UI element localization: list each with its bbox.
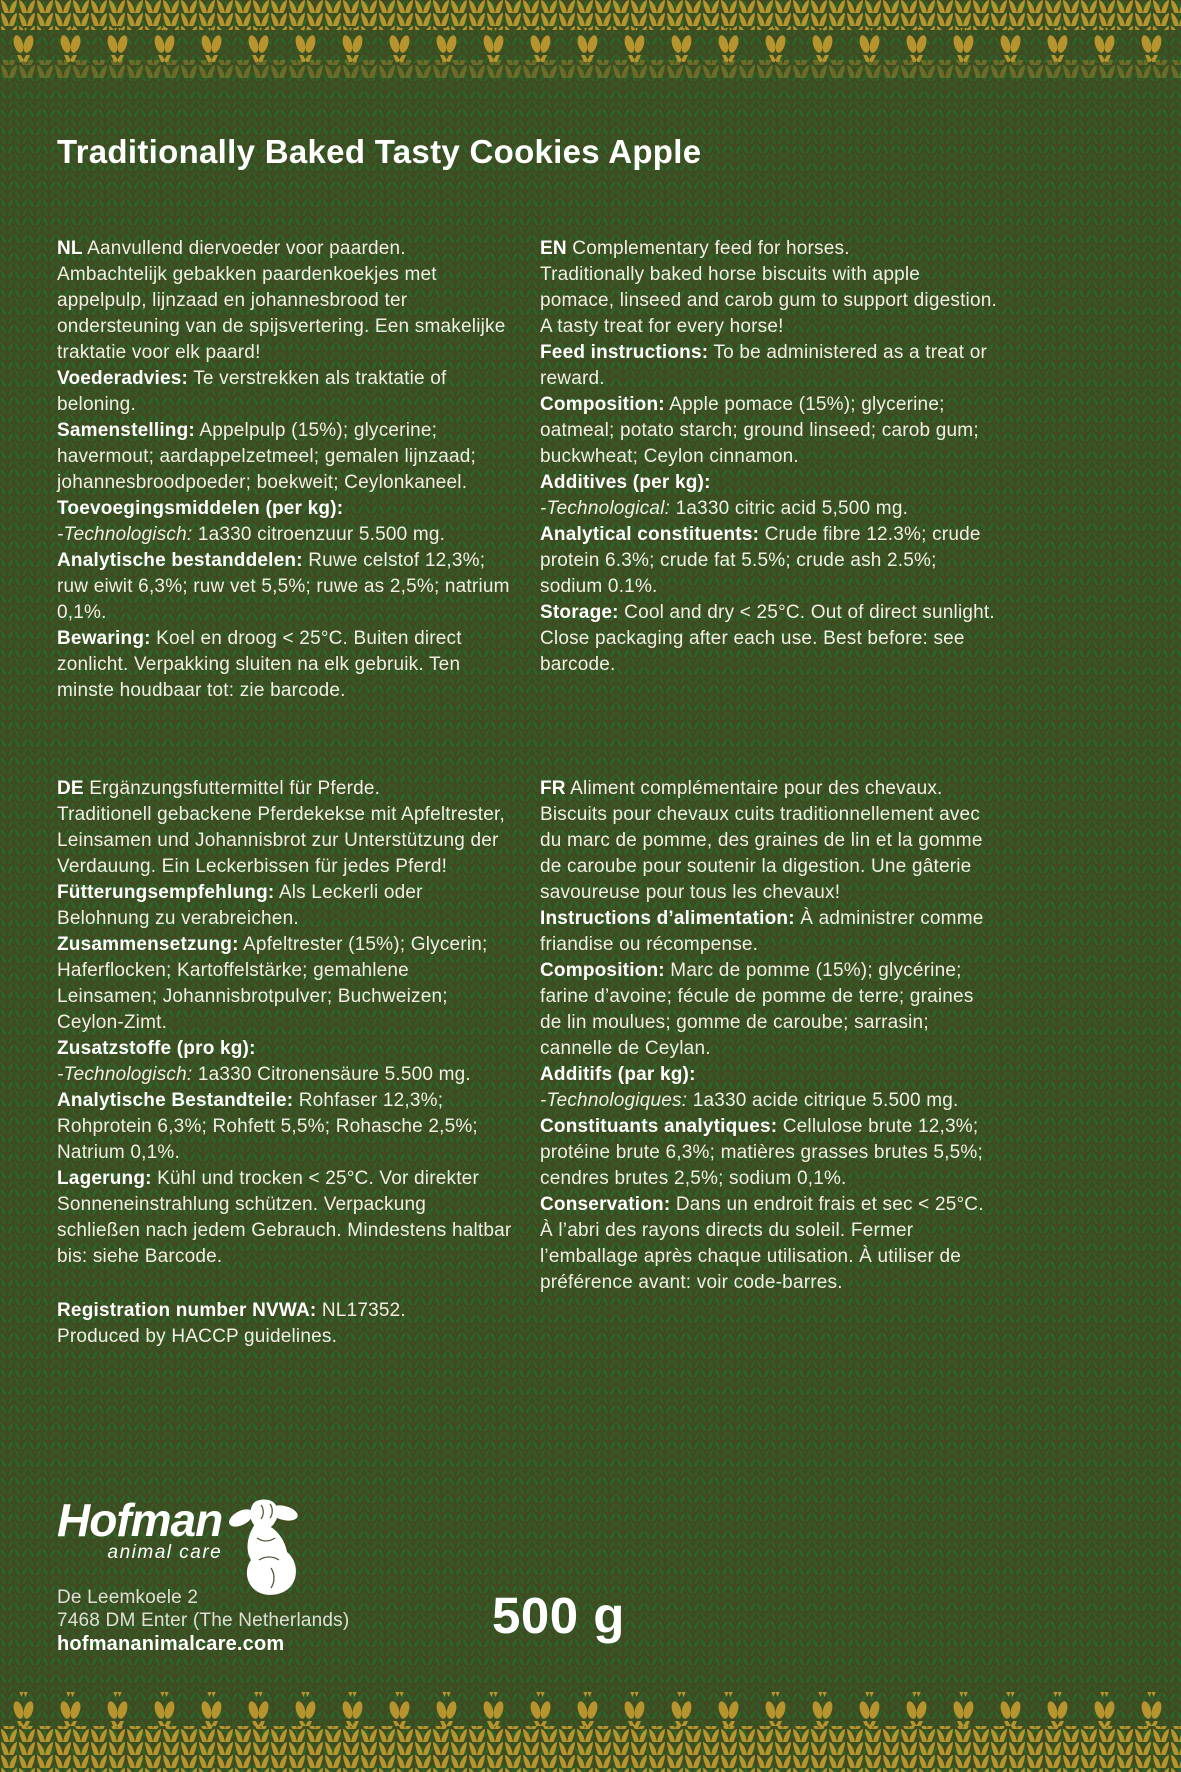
company-address — [57, 1586, 349, 1656]
brand-name: Hofman — [57, 1494, 223, 1546]
website-url: hofmananimalcare.com — [57, 1633, 285, 1655]
column-right — [540, 236, 997, 1324]
registration-block: Registration number NVWA: NL17352. Produced by HACCP guidelines. — [57, 1300, 406, 1347]
brand-logo — [57, 1496, 306, 1598]
text-block-fr: FR Aliment complémentaire pour des chevaux. Biscuits pour chevaux cuits traditionnellement avec du marc de pomme, des graines de lin et la gomme de caroube pour soutenir la digestion. Une gâterie savoureuse pour tous les chevaux! Instructions d’alimentation: À administrer comme friandise ou récompense. Composition: Marc de pomme (15%); glycérine; farine d’avoine; fécule de pomme de terre; graines de lin moulues; gomme de caroube; sarrasin; cannelle de Ceylan. Additifs (par kg): -Technologiques: 1a330 acide citrique 5.500 mg. Constituants analytiques: Cellulose brute 12,3%; protéine brute 6,3%; matières grasses brutes 5,5%; cendres brutes 2,5%; sodium 0,1%. Conservation: Dans un endroit frais et sec < 25°C. À l’abri des rayons directs du soleil. Fermer l’emballage après chaque utilisation. À utiliser de préférence avant: voir code-barres. — [540, 778, 984, 1293]
text-block-nl: NL Aanvullend diervoeder voor paarden. Ambachtelijk gebakken paardenkoekjes met appelpulp, lijnzaad en johannesbrood ter ondersteuning van de spijsvertering. Een smakelijke traktatie voor elk paard! Voederadvies: Te verstrekken als traktatie of beloning. Samenstelling: Appelpulp (15%); glycerine; havermout; aardappelzetmeel; gemalen lijnzaad; johannesbroodpoeder; boekweit; Ceylonkaneel. Toevoegingsmiddelen (per kg): -Technologisch: 1a330 citroenzuur 5.500 mg. Analytische bestanddelen: Ruwe celstof 12,3%; ruw eiwit 6,3%; ruw vet 5,5%; ruwe as 2,5%; natrium 0,1%. Bewaring: Koel en droog < 25°C. Buiten direct zonlicht. Verpakking sluiten na elk gebruik. Ten minste houdbaar tot: zie barcode. — [57, 238, 510, 701]
text-block-en: EN Complementary feed for horses. Traditionally baked horse biscuits with apple pomace, linseed and carob gum to support digestion. A tasty treat for every horse! Feed instructions: To be administered as a treat or reward. Composition: Apple pomace (15%); glycerine; oatmeal; potato starch; ground linseed; carob gum; buckwheat; Ceylon cinnamon. Additives (per kg): -Technological: 1a330 citric acid 5,500 mg. Analytical constituents: Crude fibre 12.3%; crude protein 6.3%; crude fat 5.5%; crude ash 2.5%; sodium 0.1%. Storage: Cool and dry < 25°C. Out of direct sunlight. Close packaging after each use. Best before: see barcode. — [540, 238, 997, 675]
goat-illustration — [226, 1498, 306, 1598]
text-block-de: DE Ergänzungsfuttermittel für Pferde. Traditionell gebackene Pferdekekse mit Apfeltrester, Leinsamen und Johannisbrot zur Unterstützung der Verdauung. Ein Leckerbissen für jedes Pferd! Fütterungsempfehlung: Als Leckerli oder Belohnung zu verabreichen. Zusammensetzung: Apfeltrester (15%); Glycerin; Haferflocken; Kartoffelstärke; gemahlene Leinsamen; Johannisbrotpulver; Buchweizen; Ceylon-Zimt. Zusatzstoffe (pro kg): -Technologisch: 1a330 Citronensäure 5.500 mg. Analytische Bestandteile: Rohfaser 12,3%; Rohprotein 6,3%; Rohfett 5,5%; Rohasche 2,5%; Natrium 0,1%. Lagerung: Kühl und trocken < 25°C. Vor direkter Sonneneinstrahlung schützen. Verpackung schließen nach jedem Gebrauch. Mindestens haltbar bis: siehe Barcode. — [57, 778, 512, 1267]
address-line-2: 7468 DM Enter (The Netherlands) — [57, 1610, 350, 1631]
brand-tagline: animal care — [107, 1542, 223, 1564]
column-left — [57, 236, 514, 1378]
product-title: Traditionally Baked Tasty Cookies Apple — [57, 133, 702, 170]
net-weight: 500 g — [492, 1587, 625, 1644]
address-line-1: De Leemkoele 2 — [57, 1587, 199, 1608]
brand-logo-text — [57, 1496, 222, 1564]
knit-border-top — [0, 0, 1181, 78]
knit-border-bottom — [0, 1692, 1181, 1772]
label-text-columns — [57, 236, 997, 1378]
